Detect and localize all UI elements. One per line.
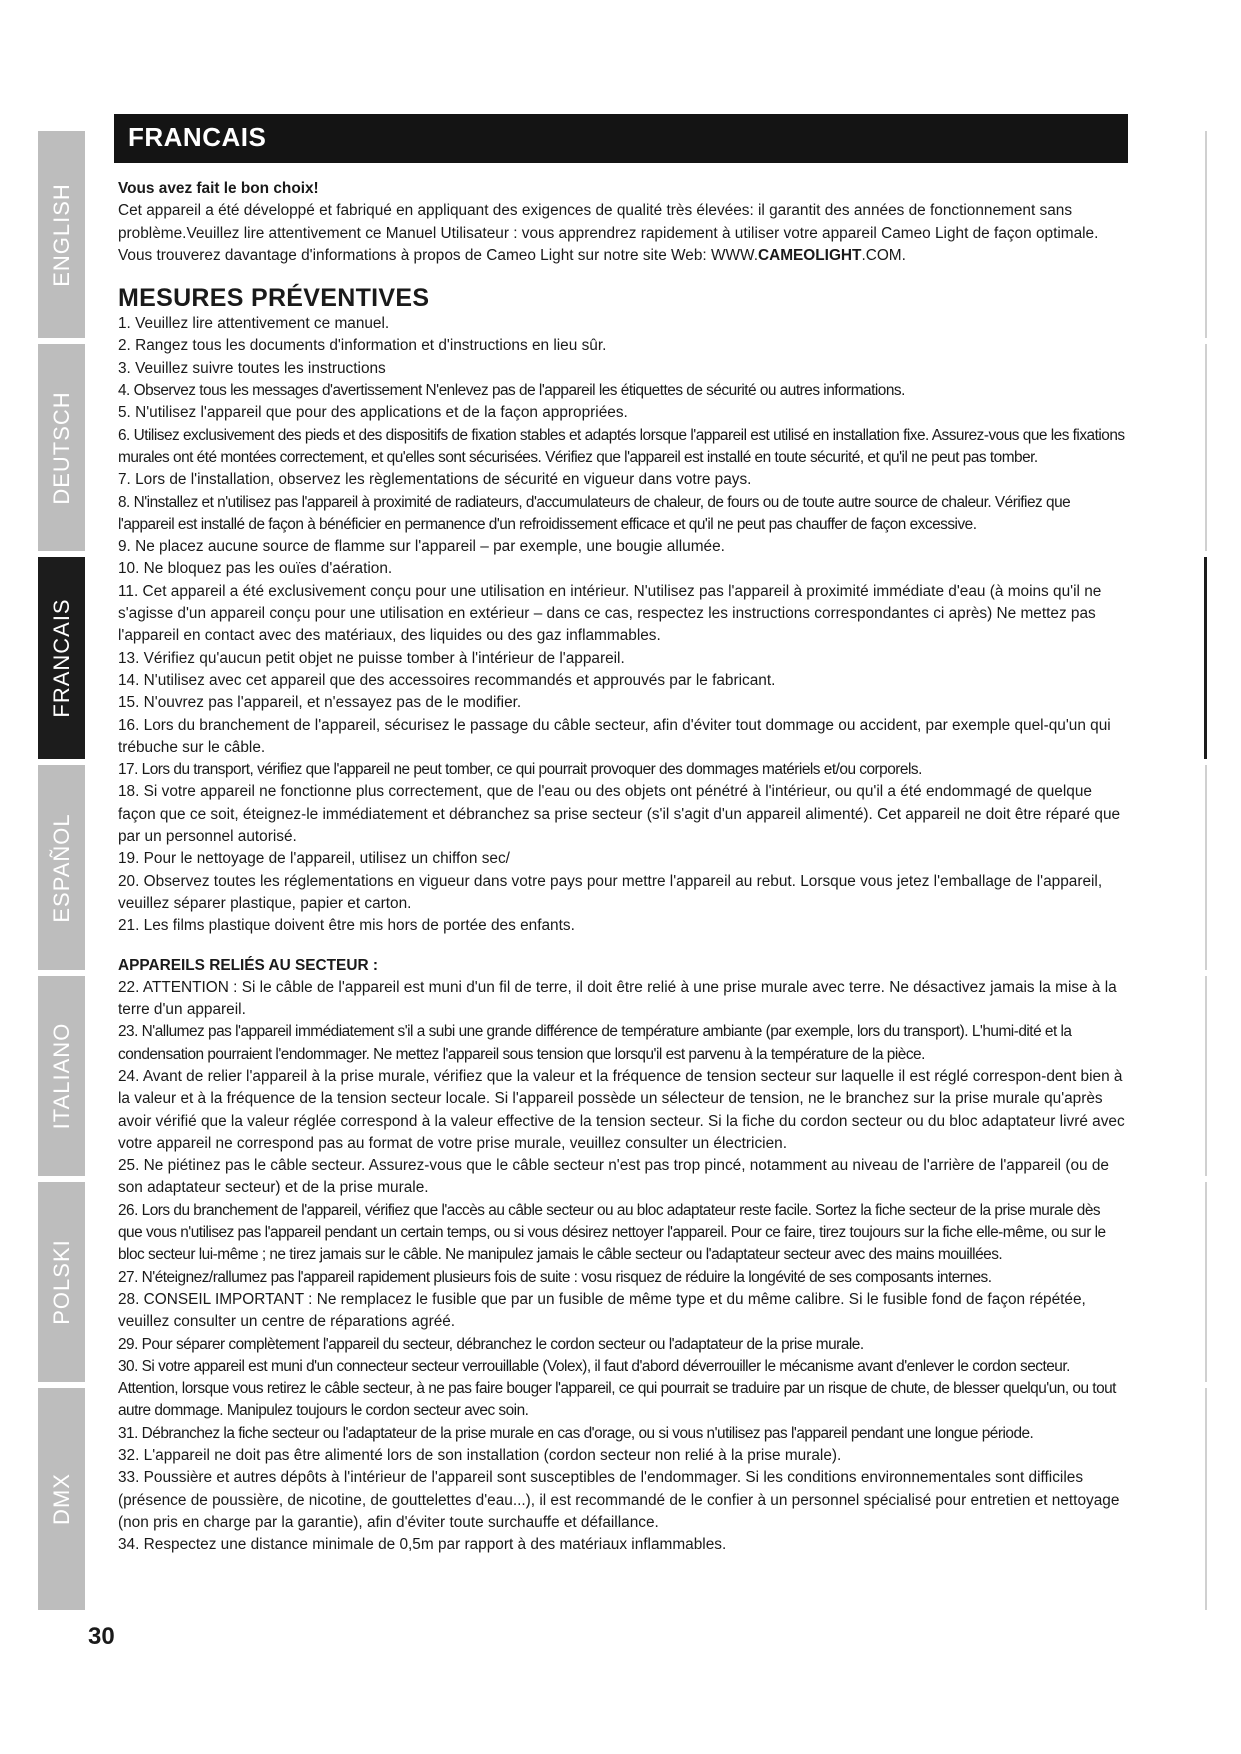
section-title: MESURES PRÉVENTIVES <box>118 284 430 313</box>
side-tab-deutsch[interactable] <box>38 344 85 551</box>
side-tab-label: ENGLISH <box>48 182 74 287</box>
list-item: 14. N'utilisez avec cet appareil que des accessoires recommandés et approuvés par le fabricant. <box>118 671 776 689</box>
side-tab-label: DEUTSCH <box>48 390 74 505</box>
list-item: 6. Utilisez exclusivement des pieds et des dispositifs de fixation stables et adaptés lorsque l'appareil est utilisé en installation fixe. Assurez-vous que les fixations murales ont été montées correctement, et qu'elles sont sécurisées. Vérifiez que l'appareil est installé en toute sécurité, et qu'il ne peut pas tomber. <box>118 426 1125 466</box>
side-tab-label: FRANCAIS <box>48 598 74 718</box>
list-item: 11. Cet appareil a été exclusivement conçu pour une utilisation en intérieur. N'utilisez pas l'appareil à proximité immédiate d'eau (à moins qu'il ne s'agisse d'un appareil conçu pour une utilisation en extérieur – dans ce cas, respectez les instructions correspondantes ci après) Ne mettez pas l'appareil en contact avec des matériaux, des liquides ou des gaz inflammables. <box>118 582 1102 645</box>
list-item: 10. Ne bloquez pas les ouïes d'aération. <box>118 560 393 578</box>
page-number: 30 <box>88 1623 115 1650</box>
intro-heading: Vous avez fait le bon choix! <box>118 180 319 197</box>
side-tab-label: DMX <box>48 1473 74 1525</box>
intro-text: Cet appareil a été développé et fabriqué en appliquant des exigences de qualité très élevées: il garantit des années de fonctionnement sans problème.Veuillez lire attentivement ce Manuel Utilisateur : vous apprendrez rapidement à utiliser votre appareil Cameo Light de façon optimale. Vous trouverez davantage d'informations à propos de Cameo Light sur notre site Web: WWW. <box>118 202 1099 264</box>
intro-paragraph <box>118 200 1128 267</box>
edge-marker <box>1205 1388 1207 1610</box>
list-item: 27. N'éteignez/rallumez pas l'appareil rapidement plusieurs fois de suite : vosu risquez de réduire la longévité de ses composants internes. <box>118 1268 992 1286</box>
side-tab-label: POLSKI <box>48 1239 74 1325</box>
list-item: 1. Veuillez lire attentivement ce manuel. <box>118 315 390 333</box>
side-tab-dmx[interactable] <box>38 1388 85 1610</box>
edge-marker-active <box>1204 557 1207 759</box>
list-item: 20. Observez toutes les réglementations en vigueur dans votre pays pour mettre l'appareil au rebut. Lorsque vous jetez l'emballage de l'appareil, veuillez séparer plastique, papier et carton. <box>118 872 1103 912</box>
list-item: 18. Si votre appareil ne fonctionne plus correctement, que de l'eau ou des objets ont pénétré à l'intérieur, ou qu'il a été endommagé de quelque façon que ce soit, éteignez-le immédiatement et débranchez sa prise secteur (s'il s'agit d'un appareil alimenté). Cet appareil ne doit être réparé que par un personnel autorisé. <box>118 783 1121 846</box>
list-item: 9. Ne placez aucune source de flamme sur l'appareil – par exemple, une bougie allumée. <box>118 538 725 556</box>
edge-marker <box>1205 1182 1207 1382</box>
list-item: 24. Avant de relier l'appareil à la prise murale, vérifiez que la valeur et la fréquence de tension secteur sur laquelle il est réglé correspon-dent bien à la valeur et à la fréquence de la tension secteur locale. Si l'appareil possède un sélecteur de tension, ne le branchez sur la prise murale qu'après avoir vérifié que la valeur réglée correspond à la valeur effective de la tension secteur. Si la fiche du cordon secteur ou du bloc adaptateur livré avec votre appareil ne correspond pas au format de votre prise murale, veuillez consulter un électricien. <box>118 1067 1125 1152</box>
list-item: 3. Veuillez suivre toutes les instructions <box>118 359 386 377</box>
list-item: 4. Observez tous les messages d'avertissement N'enlevez pas de l'appareil les étiquettes de sécurité ou autres informations. <box>118 382 905 400</box>
list-item: 25. Ne piétinez pas le câble secteur. Assurez-vous que le câble secteur n'est pas trop pincé, notamment au niveau de l'arrière de l'appareil (ou de son adaptateur secteur) et de la prise murale. <box>118 1157 1109 1197</box>
list-item: 33. Poussière et autres dépôts à l'intérieur de l'appareil sont susceptibles de l'endommager. Si les conditions environnementales sont difficiles (présence de poussière, de nicotine, de gouttelettes d'eau...), il est recommandé de le confier à un personnel spécialisé pour entretien et nettoyage (non pris en charge par la garantie), afin d'éviter toute surchauffe et défaillance. <box>118 1469 1120 1531</box>
edge-marker <box>1205 131 1207 338</box>
list-item: 19. Pour le nettoyage de l'appareil, utilisez un chiffon sec/ <box>118 850 510 868</box>
subsection-title: APPAREILS RELIÉS AU SECTEUR : <box>118 956 378 974</box>
side-tab-francais[interactable] <box>38 557 85 759</box>
list-item: 21. Les films plastique doivent être mis hors de portée des enfants. <box>118 917 575 935</box>
list-item: 31. Débranchez la fiche secteur ou l'adaptateur de la prise murale en cas d'orage, ou si vous n'utilisez pas l'appareil pendant une longue période. <box>118 1424 1034 1442</box>
list-item: 7. Lors de l'installation, observez les règlementations de sécurité en vigueur dans votre pays. <box>118 471 752 489</box>
side-tab-english[interactable] <box>38 131 85 338</box>
side-tab-italiano[interactable] <box>38 976 85 1176</box>
list-item: 2. Rangez tous les documents d'information et d'instructions en lieu sûr. <box>118 337 607 355</box>
list-item: 26. Lors du branchement de l'appareil, vérifiez que l'accès au câble secteur ou au bloc adaptateur reste facile. Sortez la fiche secteur de la prise murale dès que vous n'utilisez pas l'appareil pendant un certain temps, ou si vous désirez nettoyer l'appareil. Pour ce faire, tirez toujours sur la fiche elle-même, ou sur le bloc secteur lui-même ; ne tirez jamais sur le câble. Ne manipulez jamais le câble secteur ou l'adaptateur secteur avec des mains mouillées. <box>118 1201 1106 1264</box>
side-tab-label: ESPAÑOL <box>48 812 74 923</box>
list-item: 5. N'utilisez l'appareil que pour des applications et de la façon appropriées. <box>118 404 628 422</box>
list-item: 13. Vérifiez qu'aucun petit objet ne puisse tomber à l'intérieur de l'appareil. <box>118 649 625 667</box>
list-item: 17. Lors du transport, vérifiez que l'appareil ne peut tomber, ce qui pourrait provoquer des dommages matériels et/ou corporels. <box>118 761 922 779</box>
edge-marker <box>1205 765 1207 970</box>
list-item: 23. N'allumez pas l'appareil immédiatement s'il a subi une grande différence de température ambiante (par exemple, lors du transport). L'humi-dité et la condensation pourraient l'endommager. Ne mettez l'appareil sous tension que lorsqu'il est parvenu à la température de la pièce. <box>118 1023 1072 1063</box>
list-item: 34. Respectez une distance minimale de 0,5m par rapport à des matériaux inflammables. <box>118 1536 727 1554</box>
edge-marker <box>1205 976 1207 1176</box>
side-tab-label: ITALIANO <box>48 1022 74 1130</box>
main-content <box>118 178 1128 1557</box>
page-title: FRANCAIS <box>128 122 267 152</box>
side-tab-polski[interactable] <box>38 1182 85 1382</box>
edge-marker <box>1205 344 1207 551</box>
list-item: 32. L'appareil ne doit pas être alimenté lors de son installation (cordon secteur non relié à la prise murale). <box>118 1447 842 1465</box>
mains-devices-list <box>118 977 1128 1557</box>
intro-text-end: .COM. <box>861 246 906 264</box>
brand-name: CAMEOLIGHT <box>757 246 862 264</box>
preventive-measures-list <box>118 313 1128 937</box>
list-item: 15. N'ouvrez pas l'appareil, et n'essayez pas de le modifier. <box>118 694 522 712</box>
list-item: 29. Pour séparer complètement l'appareil du secteur, débranchez le cordon secteur ou l'adaptateur de la prise murale. <box>118 1335 864 1353</box>
list-item: 16. Lors du branchement de l'appareil, sécurisez le passage du câble secteur, afin d'éviter tout dommage ou accident, par exemple quel-qu'un qui trébuche sur le câble. <box>118 716 1111 756</box>
list-item: 28. CONSEIL IMPORTANT : Ne remplacez le fusible que par un fusible de même type et du même calibre. Si le fusible fond de façon répétée, veuillez consulter un centre de réparations agréé. <box>118 1290 1086 1331</box>
list-item: 8. N'installez et n'utilisez pas l'appareil à proximité de radiateurs, d'accumulateurs de chaleur, de fours ou de toute autre source de chaleur. Vérifiez que l'appareil est installé de façon à bénéficier en permanence d'un refroidissement efficace et qu'il ne peut pas chauffer de façon excessive. <box>118 493 1071 533</box>
list-item: 22. ATTENTION : Si le câble de l'appareil est muni d'un fil de terre, il doit être relié à une prise murale avec terre. Ne désactivez jamais la mise à la terre d'un appareil. <box>118 978 1117 1019</box>
section-header-bar <box>114 114 1128 163</box>
side-tab-espanol[interactable] <box>38 765 85 970</box>
list-item: 30. Si votre appareil est muni d'un connecteur secteur verrouillable (Volex), il faut d'abord déverrouiller le mécanisme avant d'enlever le cordon secteur. Attention, lorsque vous retirez le câble secteur, à ne pas faire bouger l'appareil, ce qui pourrait se traduire par un risque de chute, de blesser quelqu'un, ou tout autre dommage. Manipulez toujours le cordon secteur avec soin. <box>118 1357 1116 1420</box>
